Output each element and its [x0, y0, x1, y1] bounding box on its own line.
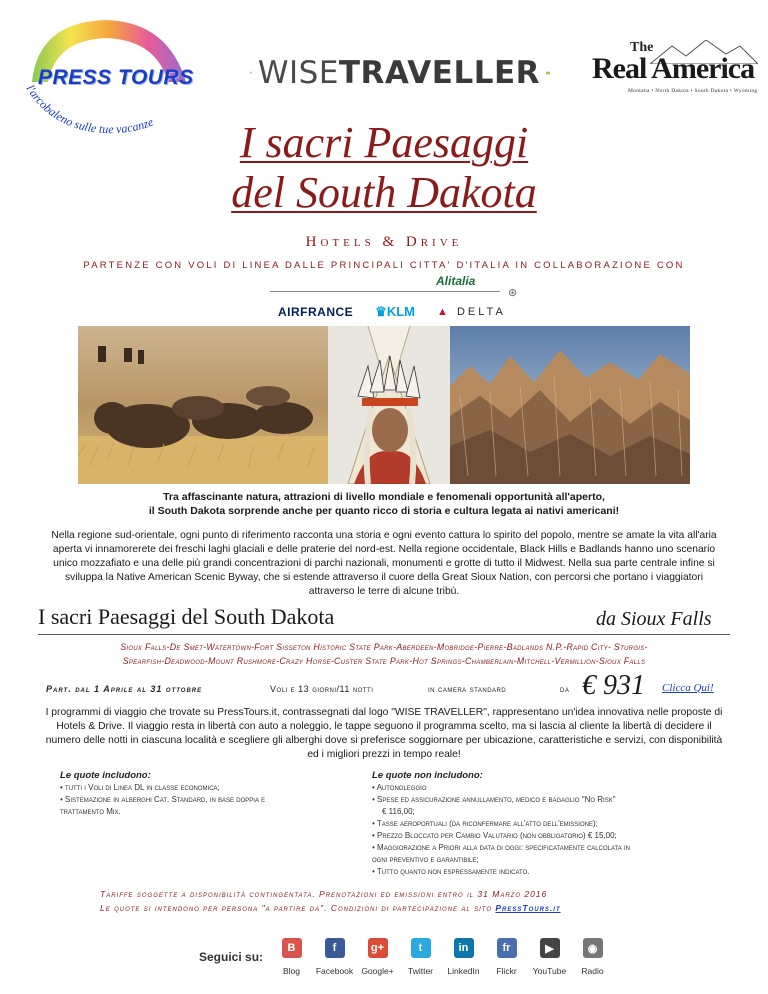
googleplus-icon: g+ — [368, 938, 388, 958]
follow-us-label: Seguici su: — [199, 950, 264, 964]
linkedin-icon: in — [454, 938, 474, 958]
presstours-link[interactable]: PressTours.it — [495, 903, 561, 913]
social-link-flickr[interactable] — [485, 938, 528, 976]
social-link-radio[interactable] — [571, 938, 614, 976]
twitter-icon: t — [411, 938, 431, 958]
section-title: I sacri Paesaggi del South Dakota — [38, 604, 335, 629]
social-label: Twitter — [407, 966, 434, 976]
tagline-line-1: Tra affascinante natura, attrazioni di livello mondiale e fenomenali opportunità all'aperto, — [163, 491, 605, 503]
title-line-1: I sacri Paesaggi — [239, 118, 529, 167]
airline-logos — [278, 304, 506, 320]
press-tours-name: PRESS TOURS — [38, 66, 194, 89]
bulb-icon — [250, 60, 252, 86]
excludes-heading: Le quote non includono: — [372, 770, 483, 781]
airfrance-logo: AIRFRANCE — [278, 305, 354, 319]
social-link-youtube[interactable] — [528, 938, 571, 976]
social-label: Radio — [581, 966, 604, 976]
social-label: Google+ — [361, 966, 394, 976]
klm-logo: ♛KLM — [375, 304, 415, 319]
itinerary — [40, 640, 728, 668]
excludes-item: • Autonoleggio — [372, 783, 427, 792]
flickr-icon: fr — [497, 938, 517, 958]
title-line-2: del South Dakota — [231, 168, 537, 217]
price-value: € 931 — [582, 670, 645, 701]
social-link-google[interactable] — [356, 938, 399, 976]
includes-block — [60, 770, 340, 818]
room-type: in camera standard — [428, 684, 507, 694]
badlands-photo — [450, 326, 690, 484]
itinerary-line-1: Sioux Falls-De Smet-Watertown-Fort Sisseton Historic State Park-Aberdeen-Mobridge-Pierre-Badlands N.P.-Rapid City- Sturgis- — [120, 642, 648, 652]
map-icon — [546, 60, 550, 86]
price-row — [40, 670, 740, 704]
excludes-item: ogni preventivo e garantibile; — [372, 855, 479, 864]
bison-photo — [78, 326, 328, 484]
social-link-blog[interactable] — [270, 938, 313, 976]
social-label: Flickr — [496, 966, 517, 976]
subtitle: Hotels & Drive — [305, 234, 463, 250]
real-america-states: Montana • North Dakota • South Dakota • Wyoming — [628, 88, 758, 94]
social-label: Blog — [282, 966, 300, 976]
tagline — [40, 490, 728, 518]
social-label: LinkedIn — [447, 966, 480, 976]
alitalia-logo: Alitalia — [436, 274, 476, 288]
real-america-the: The — [630, 40, 654, 55]
departure-dates: Part. dal 1 Aprile al 31 ottobre — [46, 684, 203, 694]
social-links — [270, 938, 614, 976]
wise-text: WISE — [257, 55, 339, 91]
departure-city: da Sioux Falls — [596, 608, 712, 630]
price-prefix: da — [560, 684, 570, 694]
facebook-icon: f — [325, 938, 345, 958]
photo-strip — [78, 326, 690, 484]
description: Nella regione sud-orientale, ogni punto di riferimento racconta una storia e ogni evento cattura lo spirito del popolo, mentre se amate la vita all'aria aperta vi innamorerete dei freschi laghi glaciali e delle praterie del nord-est. Nella regione occidentale, Black Hills e Badlands hanno uno scenario unico mozzafiato e una delle più grandi concentrazioni di parchi nazionali, monumenti e grotte di tutto il Midwest. Nella sua parte centrale infine si sviluppa la Native American Scenic Byway, che si estende attraverso il cuore della Great Sioux Nation, con percorsi che portano i viaggiatori attraverso le terre di alcune tribù. — [51, 530, 717, 597]
excludes-block — [372, 770, 732, 878]
social-label: YouTube — [532, 966, 567, 976]
social-link-facebook[interactable] — [313, 938, 356, 976]
excludes-item: • Tasse aeroportuali (da riconfermare all'atto dell'emissione); — [372, 819, 598, 828]
native-chief-photo — [328, 326, 450, 484]
departures-text: PARTENZE CON VOLI DI LINEA DALLE PRINCIPALI CITTA' D'ITALIA IN COLLABORAZIONE CON — [83, 260, 685, 271]
excludes-item: • Prezzo Bloccato per Cambio Valutario (non obbligatorio) € 15,00; — [372, 831, 617, 840]
includes-item: • tutti i Voli di Linea DL in classe economica; — [60, 783, 220, 792]
youtube-icon: ▶ — [540, 938, 560, 958]
page-title — [0, 118, 768, 218]
itinerary-line-2: Spearfish-Deadwood-Mount Rushmore-Crazy Horse-Custer State Park-Hot Springs-Chamberlain-Mitchell-Vermillion-Sioux Falls — [122, 656, 646, 666]
fare-conditions — [100, 887, 670, 915]
real-america-logo — [590, 40, 758, 100]
radio-icon: ◉ — [583, 938, 603, 958]
real-america-name: Real America — [592, 52, 755, 85]
includes-item: • Sistemazione in alberghi Cat. Standard, in base doppia e — [60, 795, 266, 804]
click-here-link[interactable]: Clicca Qui! — [662, 682, 714, 694]
fare-conditions-line-1: Tariffe soggette a disponibilità contingentata. Prenotazioni ed emissioni entro il 31 Marzo 2016 — [100, 889, 548, 899]
delta-logo: ▲ DELTA — [437, 306, 506, 318]
fare-conditions-line-2: Le quote si intendono per persona "a partire da". Condizioni di partecipazione al sito — [100, 903, 493, 913]
traveller-text: TRAVELLER — [338, 55, 541, 91]
social-link-linkedin[interactable] — [442, 938, 485, 976]
social-label: Facebook — [315, 966, 354, 976]
flights-nights: Voli e 13 giorni/11 notti — [270, 684, 374, 694]
programs-text: I programmi di viaggio che trovate su PressTours.it, contrassegnati dal logo "WISE TRAVELLER", rappresentano un'idea innovativa nelle proposte di Hotels & Drive. Il viaggio resta in libertà con auto a noleggio, le tappe seguono il programma scelto, ma si lascia al cliente la libertà di decidere il numero delle notti in ciascuna località e scegliere gli alberghi dove si preferisce soggiornare per ubicazione, caratteristiche e servizi, con disponibilità ed i migliori prezzi in tempo reale! — [45, 707, 723, 760]
blog-icon: B — [282, 938, 302, 958]
excludes-item: • Maggiorazione a Priori alla data di oggi: specificatamente calcolata in — [372, 843, 630, 852]
excludes-item: • Spese ed assicurazione annullamento, medico e bagaglio "No Risk" — [372, 795, 616, 804]
slogan-text: l'arcobaleno sulle tue vacanze — [23, 84, 156, 137]
excludes-item: € 116,00; — [382, 807, 415, 816]
includes-heading: Le quote includono: — [60, 770, 151, 781]
skyteam-icon: ⊛ — [508, 287, 518, 299]
wise-traveller-logo — [250, 52, 550, 94]
social-link-twitter[interactable] — [399, 938, 442, 976]
press-tours-logo[interactable] — [18, 14, 198, 137]
section-divider — [38, 634, 730, 635]
excludes-item: • Tutto quanto non espressamente indicato. — [372, 867, 530, 876]
divider — [270, 291, 500, 292]
tagline-line-2: il South Dakota sorprende anche per quanto ricco di storia e cultura legata ai nativi americani! — [148, 505, 620, 517]
includes-item: trattamento Mix. — [60, 807, 121, 816]
